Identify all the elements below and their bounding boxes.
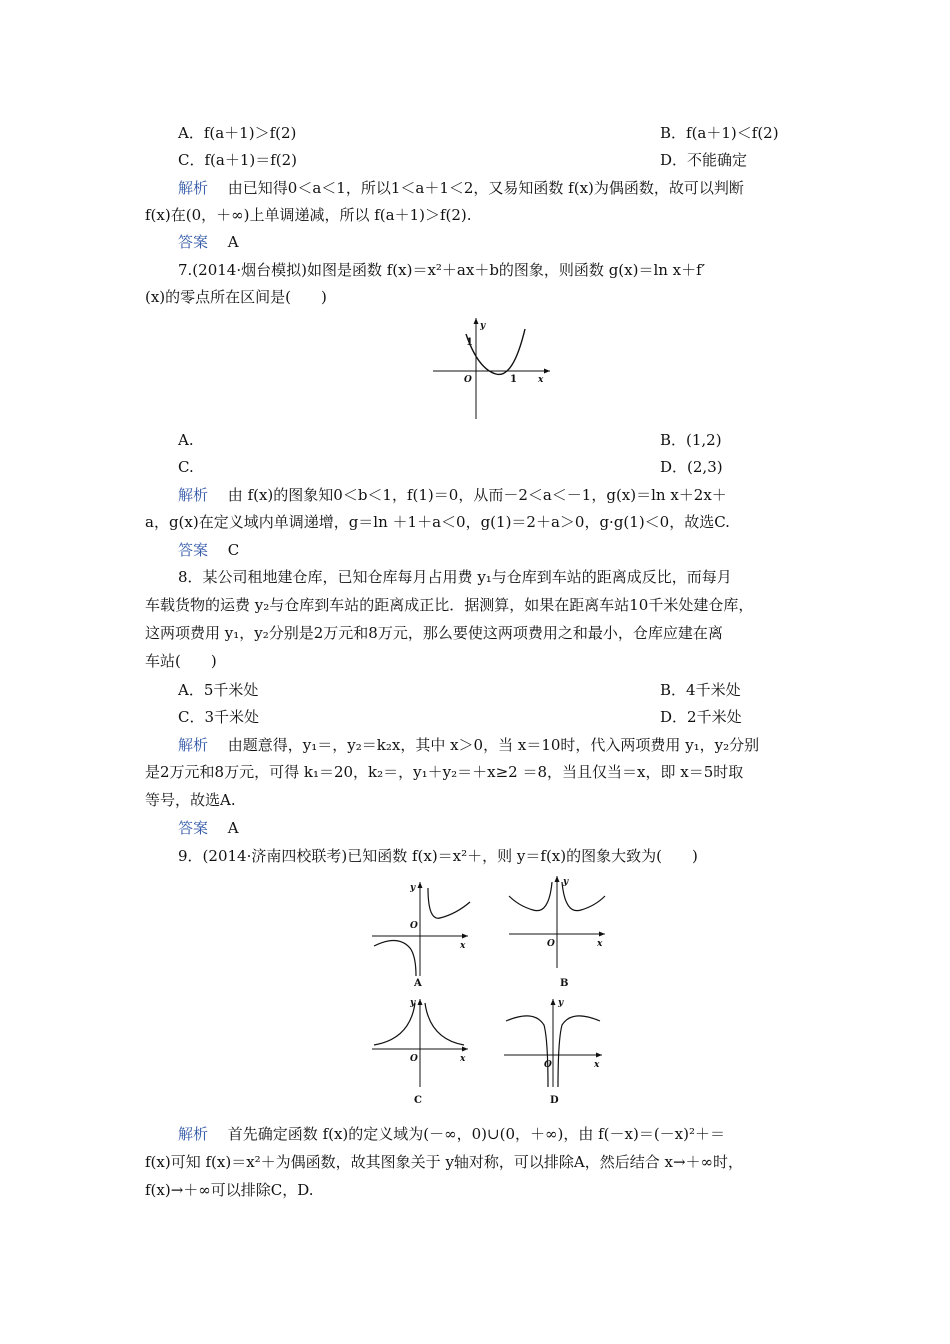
q6-answer-label: 答案 [178,233,209,251]
q8-stem-line-4: 车站( ) [145,652,217,670]
q7-fig-y-label: y [480,321,486,331]
q7-stem-line-2: (x)的零点所在区间是( ) [145,288,327,306]
q7-parabola-figure [428,314,558,424]
q9-graph-a [368,876,478,988]
q8-option-b: B．4千米处 [660,681,741,699]
q7-fig-origin: O [464,375,472,385]
q9-graph-c [368,995,478,1107]
svg-text:y: y [410,998,416,1008]
q8-option-a: A．5千米处 [178,681,259,699]
q7-fig-one-x: 1 [510,374,517,385]
q8-answer: 答案 A [178,819,239,837]
q9-stem: 9．(2014·济南四校联考)已知函数 f(x)＝x²＋，则 y＝f(x)的图象大致为( ) [178,847,698,865]
q6-option-d: D．不能确定 [660,151,748,169]
svg-text:x: x [597,939,603,949]
q8-analysis-label: 解析 [178,736,209,754]
q7-option-c: C. [178,458,194,476]
q7-option-a: A. [178,431,194,449]
q6-analysis-line-1: 解析 由已知得0＜a＜1，所以1＜a＋1＜2，又易知函数 f(x)为偶函数，故可以判断 [178,179,744,197]
q9-graph-d [500,995,612,1107]
q6-option-a: A．f(a＋1)＞f(2) [178,124,297,142]
svg-text:y: y [563,877,569,887]
svg-text:x: x [594,1060,600,1070]
q7-answer-label: 答案 [178,541,209,559]
q6-answer: 答案 A [178,233,239,251]
q6-analysis-line-2: f(x)在(0，＋∞)上单调递减，所以 f(a＋1)＞f(2). [145,206,472,224]
q9-analysis-line-1: 解析 首先确定函数 f(x)的定义域为(－∞，0)∪(0，＋∞)，由 f(－x)＝(－x)²＋＝ [178,1125,725,1143]
q7-analysis-line-2: a，g(x)在定义域内单调递增，g＝ln ＋1＋a＜0，g(1)＝2＋a＞0，g·g(1)＜0，故选C. [145,513,730,531]
svg-text:O: O [410,921,418,931]
q7-fig-one-y: 1 [466,337,473,348]
q7-option-d: D．(2,3) [660,458,723,476]
q9-caption-d: D [550,1095,559,1106]
svg-text:x: x [460,941,466,951]
q6-option-b: B．f(a＋1)＜f(2) [660,124,779,142]
q7-fig-x-label: x [538,375,544,385]
q8-answer-label: 答案 [178,819,209,837]
q7-analysis-line-1: 解析 由 f(x)的图象知0＜b＜1，f(1)＝0，从而－2＜a＜－1，g(x)＝ln x＋2x＋ [178,486,727,504]
q8-stem-line-1: 8．某公司租地建仓库，已知仓库每月占用费 y₁与仓库到车站的距离成反比，而每月 [178,568,732,586]
q9-caption-a: A [414,978,422,988]
q9-graph-b [505,870,615,988]
q8-analysis-line-1: 解析 由题意得，y₁＝，y₂＝k₂x，其中 x＞0，当 x＝10时，代入两项费用 y₁，y₂分别 [178,736,760,754]
q8-stem-line-3: 这两项费用 y₁，y₂分别是2万元和8万元，那么要使这两项费用之和最小，仓库应建在离 [145,624,723,642]
svg-text:y: y [410,883,416,893]
svg-text:x: x [460,1054,466,1064]
svg-text:y: y [558,998,564,1008]
q7-stem-line-1: 7.(2014·烟台模拟)如图是函数 f(x)＝x²＋ax＋b的图象，则函数 g(x)＝ln x＋f′ [178,261,706,279]
q8-analysis-line-2: 是2万元和8万元，可得 k₁＝20，k₂＝，y₁＋y₂＝＋x≥2 ＝8，当且仅当＝x，即 x＝5时取 [145,763,744,781]
q8-analysis-line-3: 等号，故选A. [145,791,236,809]
q9-caption-c: C [414,1095,422,1106]
q8-option-d: D．2千米处 [660,708,742,726]
svg-text:O: O [410,1054,418,1064]
q7-analysis-label: 解析 [178,486,209,504]
q9-analysis-line-3: f(x)→＋∞可以排除C，D. [145,1181,314,1199]
q6-option-c: C．f(a＋1)＝f(2) [178,151,298,169]
q9-caption-b: B [560,978,569,988]
svg-text:O: O [544,1060,552,1070]
q7-option-b: B．(1,2) [660,431,722,449]
svg-text:O: O [547,939,555,949]
q9-analysis-line-2: f(x)可知 f(x)＝x²＋为偶函数，故其图象关于 y轴对称，可以排除A，然后结合 x→＋∞时， [145,1153,744,1171]
q7-answer: 答案 C [178,541,240,559]
q6-analysis-label: 解析 [178,179,209,197]
q9-analysis-label: 解析 [178,1125,209,1143]
q8-stem-line-2: 车载货物的运费 y₂与仓库到车站的距离成正比．据测算，如果在距离车站10千米处建仓库， [145,596,754,614]
q8-option-c: C．3千米处 [178,708,260,726]
